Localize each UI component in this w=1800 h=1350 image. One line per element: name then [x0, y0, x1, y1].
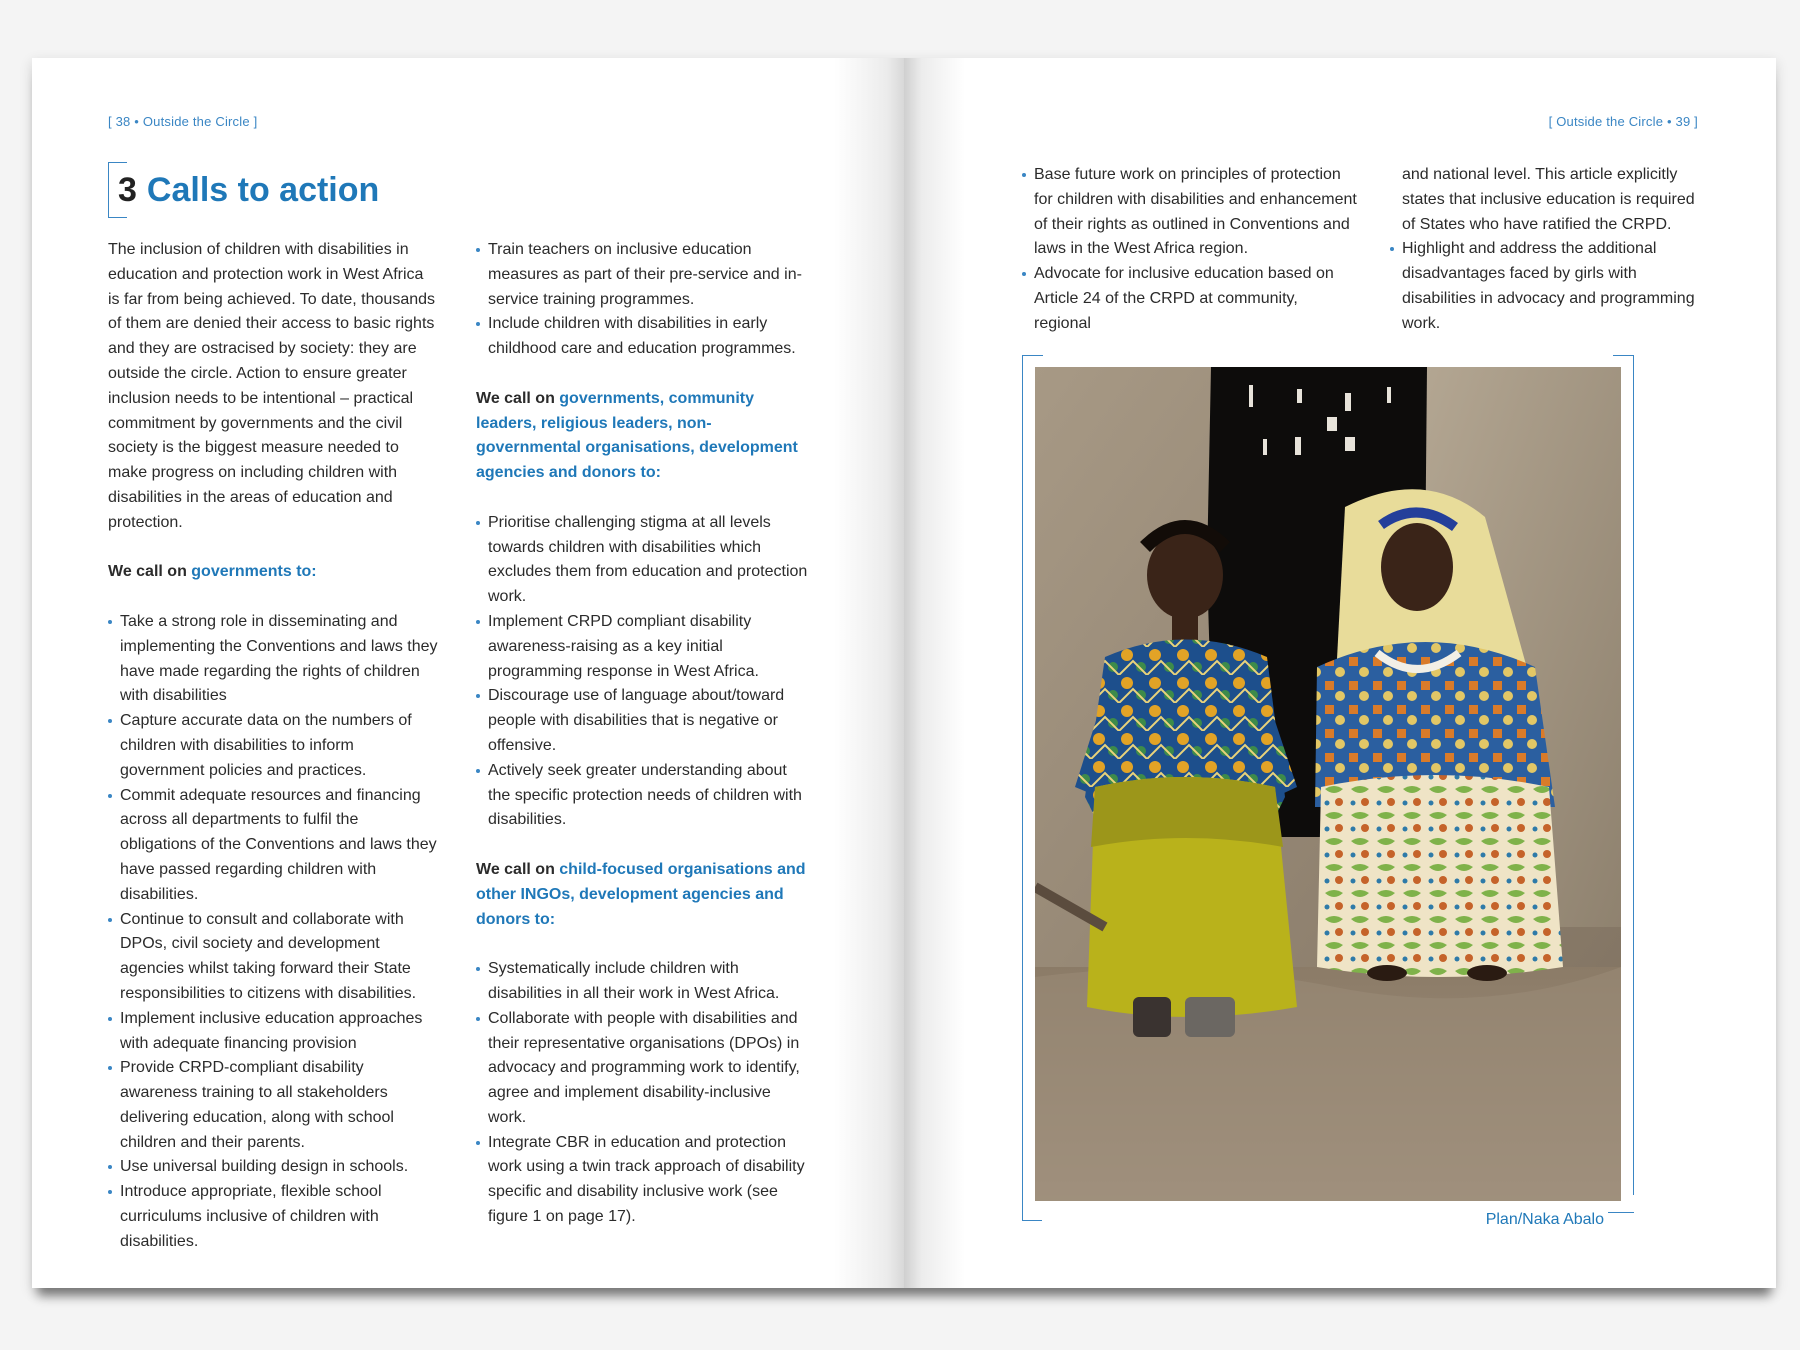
list-item: Discourage use of language about/toward people with disabilities that is negative or offensive. — [476, 684, 812, 758]
list-item: Base future work on principles of protection for children with disabilities and enhancement of their rights as outlined in Conventions and laws in the West Africa region. — [1022, 163, 1358, 262]
right-folio: [ Outside the Circle • 39 ] — [1548, 114, 1698, 129]
call-lead: We call on — [476, 860, 560, 878]
photo-caption: Plan/Naka Abalo — [1482, 1211, 1608, 1229]
frame-line — [1633, 355, 1634, 1195]
list-item: Integrate CBR in education and protection work using a twin track approach of disability specific and disability inclusive work (see figure 1 on page 17). — [476, 1131, 812, 1230]
photo-frame — [1022, 355, 1634, 1228]
continued-text: and national level. This article explicitly states that inclusive education is required of States who have ratified the CRPD. — [1402, 166, 1695, 233]
chapter-title-row — [118, 162, 379, 218]
frame-line — [1022, 355, 1023, 1221]
list-item: Introduce appropriate, flexible school curriculums inclusive of children with disabilities. — [108, 1180, 438, 1254]
call-target: child-focused organisations and other INGOs, development agencies and donors to: — [476, 860, 806, 928]
left-column-1 — [108, 238, 438, 1279]
call-lead: We call on — [476, 389, 560, 407]
chapter-title: Calls to action — [146, 170, 380, 209]
intro-paragraph: The inclusion of children with disabilities in education and protection work in West Africa is far from being achieved. To date, thousands of them are denied their access to basic rights and they are ostracised by society: they are outside the circle. Action to ensure greater inclusion needs to be intentional – practical commitment by governments and the civil society is the biggest measure needed to make progress on including children with disabilities in the areas of education and protection. — [108, 241, 436, 531]
governments-list-continued — [476, 238, 812, 362]
call-governments — [108, 560, 438, 585]
list-item: Capture accurate data on the numbers of children with disabilities to inform government policies and practices. — [108, 709, 438, 783]
book-spread — [32, 58, 1776, 1288]
community-list — [476, 511, 812, 833]
call-lead: We call on — [108, 563, 192, 581]
call-community — [476, 387, 812, 486]
left-folio: [ 38 • Outside the Circle ] — [108, 114, 258, 129]
chapter-number: 3 — [118, 170, 137, 209]
photo-illustration — [1035, 367, 1621, 1201]
left-page — [32, 58, 904, 1288]
photo-two-women-seated — [1035, 367, 1621, 1201]
ingo-list-continued — [1022, 163, 1358, 337]
ingo-list — [476, 957, 812, 1230]
list-item: Collaborate with people with disabilities and their representative organisations (DPOs) in advocacy and programming work to identify, agree and implement disability-inclusive work. — [476, 1007, 812, 1131]
list-item: Implement inclusive education approaches with adequate financing provision — [108, 1007, 438, 1057]
list-item: Implement CRPD compliant disability awareness-raising as a key initial programming response in West Africa. — [476, 610, 812, 684]
call-ingos — [476, 858, 812, 932]
list-item: Use universal building design in schools. — [108, 1155, 438, 1180]
list-item: Take a strong role in disseminating and implementing the Conventions and laws they have made regarding the rights of children with disabilities — [108, 610, 438, 709]
right-column-1 — [1022, 163, 1358, 361]
list-item: Commit adequate resources and financing across all departments to fulfil the obligations of the Conventions and laws they have passed regarding children with disabilities. — [108, 784, 438, 908]
right-page — [904, 58, 1776, 1288]
ingo-list-end — [1390, 237, 1710, 336]
list-item: Include children with disabilities in early childhood care and education programmes. — [476, 312, 812, 362]
list-item: Highlight and address the additional disadvantages faced by girls with disabilities in advocacy and programming work. — [1390, 237, 1710, 336]
governments-list — [108, 610, 438, 1255]
list-item: Provide CRPD-compliant disability awareness training to all stakeholders delivering education, along with school children and their parents. — [108, 1056, 438, 1155]
list-item: Prioritise challenging stigma at all levels towards children with disabilities which excludes them from education and protection work. — [476, 511, 812, 610]
list-item: Train teachers on inclusive education measures as part of their pre-service and in-service training programmes. — [476, 238, 812, 312]
call-target: governments to: — [191, 563, 317, 581]
left-column-2 — [476, 238, 812, 1255]
frame-corner — [1022, 1220, 1042, 1221]
list-item: Continue to consult and collaborate with DPOs, civil society and development agencies whilst taking forward their State responsibilities to citizens with disabilities. — [108, 908, 438, 1007]
list-item: Actively seek greater understanding about the specific protection needs of children with disabilities. — [476, 759, 812, 833]
list-item: Systematically include children with disabilities in all their work in West Africa. — [476, 957, 812, 1007]
caption-line — [1608, 1212, 1634, 1213]
call-target: governments, community leaders, religious leaders, non-governmental organisations, development agencies and donors to: — [476, 389, 798, 482]
right-column-2 — [1390, 163, 1710, 361]
list-item: Advocate for inclusive education based on Article 24 of the CRPD at community, regional — [1022, 262, 1358, 336]
